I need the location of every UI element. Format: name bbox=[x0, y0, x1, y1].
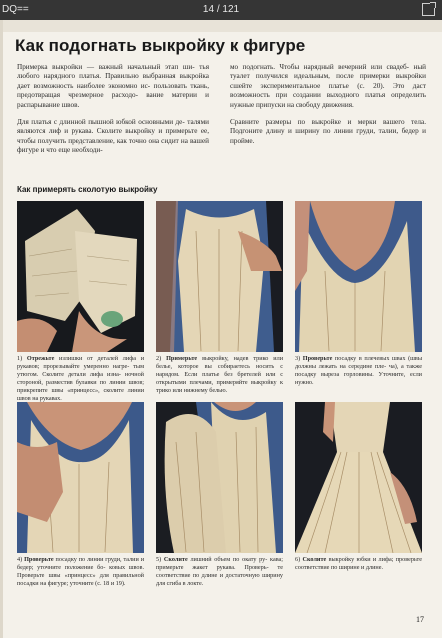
caption-step-4 bbox=[17, 556, 144, 588]
intro-paragraph: мо подогнать. Чтобы нарядный вечерний или свадеб- ный туалет получился идеальным, после примерки выкройки сшейте экспериментальное платье (с. 20). Это даст возможность при создании выходного платья определить нужные припуски на свободу движения. bbox=[230, 63, 426, 109]
caption-step-5 bbox=[156, 556, 283, 588]
photo-step-4 bbox=[17, 402, 144, 553]
caption-text: выкройку, надев трико или белье, которое вы собираетесь носить с нарядом. Если платье без бретелей или с открытыми плечами, примеряйте выкройку к трико или нижнему белью. bbox=[156, 355, 284, 395]
page-binding-edge bbox=[0, 20, 3, 638]
page-number: 17 bbox=[416, 615, 424, 624]
intro-column-1 bbox=[17, 63, 209, 164]
viewer-toolbar bbox=[0, 0, 442, 20]
photo-step-2 bbox=[156, 201, 283, 352]
section-subheading: Как примерять сколотую выкройку bbox=[17, 185, 158, 194]
photo-step-3 bbox=[295, 201, 422, 352]
open-external-icon[interactable] bbox=[422, 3, 435, 16]
caption-step-6 bbox=[295, 556, 422, 572]
photo-step-1 bbox=[17, 201, 144, 352]
caption-step-2 bbox=[156, 355, 283, 395]
caption-number: 2) bbox=[156, 355, 167, 362]
caption-text: посадку по линии груди, талии и бедер; уточните положение бо- ковых швов. Проверьте швы «принцесс» для правильной посадки на фигуре; уточните (с. 18 и 19). bbox=[17, 556, 145, 588]
caption-text: излишки от деталей лифа и рукавов; прорезывайте умеренно нагре- тым утюгом. Сколите детали лифа изна- ночной стороной, разместив булавки по линии швов; прикрепите швы «принцесс», сколите линии швов на рукавах. bbox=[17, 355, 144, 403]
page-top-band bbox=[0, 20, 442, 32]
caption-number: 5) bbox=[156, 556, 164, 563]
caption-text: выкройку юбки и лифа; проверьте соответствие по ширине и длине. bbox=[295, 556, 422, 572]
photo-step-6 bbox=[295, 402, 422, 553]
caption-number: 3) bbox=[295, 355, 303, 362]
caption-verb: Проверьте bbox=[24, 556, 54, 563]
caption-step-1 bbox=[17, 355, 144, 404]
caption-number: 6) bbox=[295, 556, 303, 563]
document-page bbox=[0, 20, 442, 638]
caption-text: посадку в плечевых швах (швы должны лежать на середине пле- ча), а также посадку выреза горловины. Уточните, если нужно. bbox=[295, 355, 422, 387]
intro-paragraph: Сравните размеры по выкройке и мерки вашего тела. Подгоните длину и ширину по линии груди, талии, бедер и пройме. bbox=[230, 118, 426, 145]
intro-paragraph: Примерка выкройки — важный начальный этап ши- тья любого нарядного платья. Правильно выбранная выкройка дает возможность наиболее экономно ис- пользовать ткань, предотвращая чрезмерное расходо- вание материи и распарывание швов. bbox=[17, 63, 209, 109]
viewer-doc-label: DQ== bbox=[2, 4, 29, 15]
caption-verb: Сколите bbox=[163, 556, 188, 563]
photo-step-5 bbox=[156, 402, 283, 553]
caption-text: лишний объем по окату ру- кава; примерьте жакет рукава. Проверь- те соответствие по длине и достаточную ширину для сгиба в локте. bbox=[156, 556, 284, 588]
caption-number: 4) bbox=[17, 556, 25, 563]
intro-paragraph: Для платья с длинной пышной юбкой основными де- талями являются лиф и рукава. Сколите выкройку и примерьте ее, чтобы получить представление, как точно она сидит на вашей фигуре и что еще необходи- bbox=[17, 118, 209, 155]
intro-column-2 bbox=[230, 63, 426, 154]
caption-verb: Примерьте bbox=[166, 355, 198, 362]
page-indicator: 14 / 121 bbox=[202, 4, 240, 15]
caption-number: 1) bbox=[17, 355, 27, 362]
caption-verb: Проверьте bbox=[302, 355, 333, 362]
caption-verb: Сколите bbox=[302, 556, 327, 563]
caption-step-3 bbox=[295, 355, 422, 387]
page-title: Как подогнать выкройку к фигуре bbox=[15, 36, 306, 55]
caption-verb: Отрежьте bbox=[26, 355, 55, 362]
